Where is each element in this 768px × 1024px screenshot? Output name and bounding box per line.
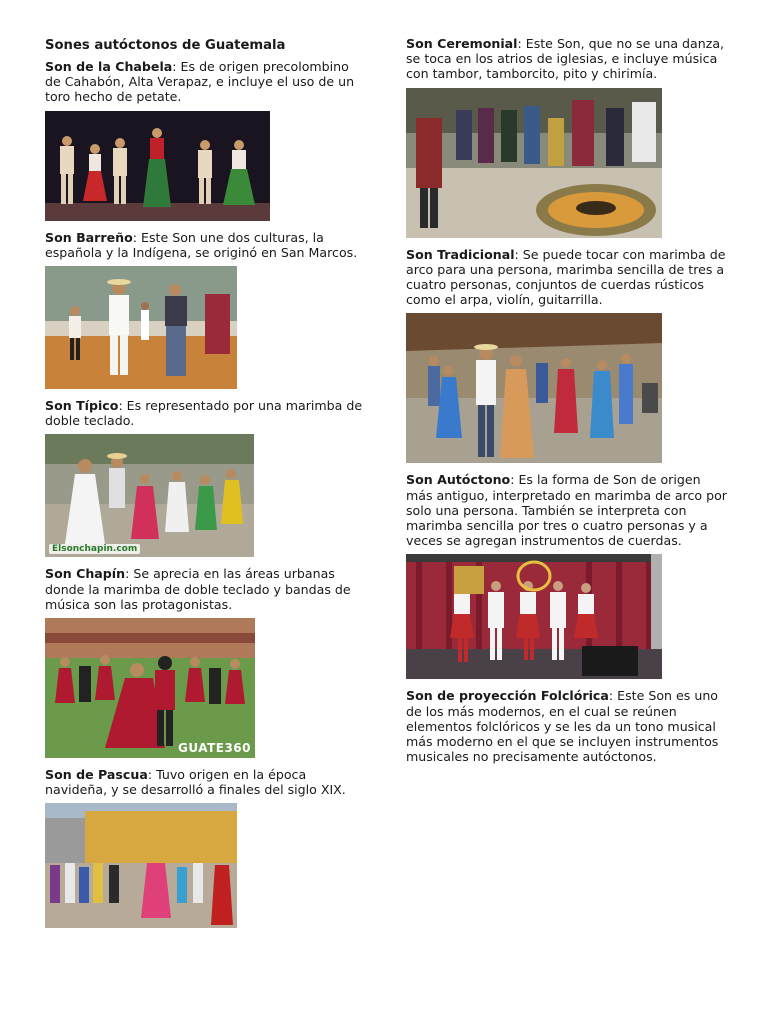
entry-tradicional: [406, 247, 728, 308]
photo-pascua-procession: [45, 803, 237, 928]
entry-text: : Tuvo origen en la época navideña, y se desarrolló a finales del siglo XIX.: [45, 767, 346, 798]
left-column: [45, 36, 363, 937]
entry-name: Son Barreño: [45, 229, 133, 245]
entry-autoctono: [406, 472, 728, 548]
entry-text: : Este Son une dos culturas, la española y la Indígena, se originó en San Marcos.: [45, 229, 358, 260]
entry-chabela: [45, 59, 363, 105]
entry-name: Son Tradicional: [406, 246, 515, 262]
entry-text: : Este Son, que no se una danza, se toca en los atrios de iglesias, e incluye música con tambor, tamborcito, pito y chirimía.: [406, 36, 725, 82]
photo-chabela-dancers: [45, 111, 270, 221]
entry-name: Son de proyección Folclórica: [406, 688, 609, 704]
entry-ceremonial: [406, 36, 728, 82]
entry-name: Son de la Chabela: [45, 59, 173, 74]
watermark-guate360: GUATE360: [177, 741, 251, 756]
photo-ceremonial-ritual: [406, 88, 662, 238]
entry-barreno: [45, 230, 363, 260]
entry-name: Son Típico: [45, 398, 119, 414]
entry-proyeccion-folclorica: [406, 688, 728, 764]
document-title: Sones autóctonos de Guatemala: [45, 38, 286, 53]
entry-text: : Es la forma de Son de origen más antiguo, interpretado en marimba de arco por solo una persona. También se interpreta con marimba sencilla por tres o cuatro personas y a veces se agregan instrumentos de cuerdas.: [406, 472, 727, 549]
entry-text: : Se aprecia en las áreas urbanas donde la marimba de doble teclado y bandas de música son las protagonistas.: [45, 566, 351, 612]
photo-tradicional-dancers: [406, 313, 662, 463]
entry-tipico: [45, 398, 363, 428]
entry-text: : Es representado por una marimba de doble teclado.: [45, 398, 363, 429]
entry-pascua: [45, 767, 363, 797]
entry-name: Son Chapín: [45, 566, 126, 582]
entry-chapin: [45, 566, 363, 612]
photo-autoctono-stage: [406, 554, 662, 679]
photo-chapin-dancers: [45, 618, 255, 758]
entry-name: Son Ceremonial: [406, 36, 518, 51]
entry-name: Son Autóctono: [406, 472, 511, 488]
right-column: [406, 36, 728, 764]
watermark-elsonchapin: Elsonchapin.com: [49, 544, 140, 554]
entry-name: Son de Pascua: [45, 767, 148, 783]
entry-text: : Se puede tocar con marimba de arco para una persona, marimba sencilla de tres a cuatro personas, conjuntos de cuerdas rústicos como el arpa, violín, guitarrilla.: [406, 246, 726, 308]
photo-barreno-dancers: [45, 266, 237, 389]
entry-text: : Este Son es uno de los más modernos, en el cual se reúnen elementos folclóricos y se les da un tono musical más moderno en el que se incluyen instrumentos musicales no precisamente autóctonos.: [406, 688, 719, 765]
photo-tipico-dancers: [45, 434, 254, 557]
entry-text: : Es de origen precolombino de Cahabón, Alta Verapaz, e incluye el uso de un toro hecho de petate.: [45, 59, 355, 105]
